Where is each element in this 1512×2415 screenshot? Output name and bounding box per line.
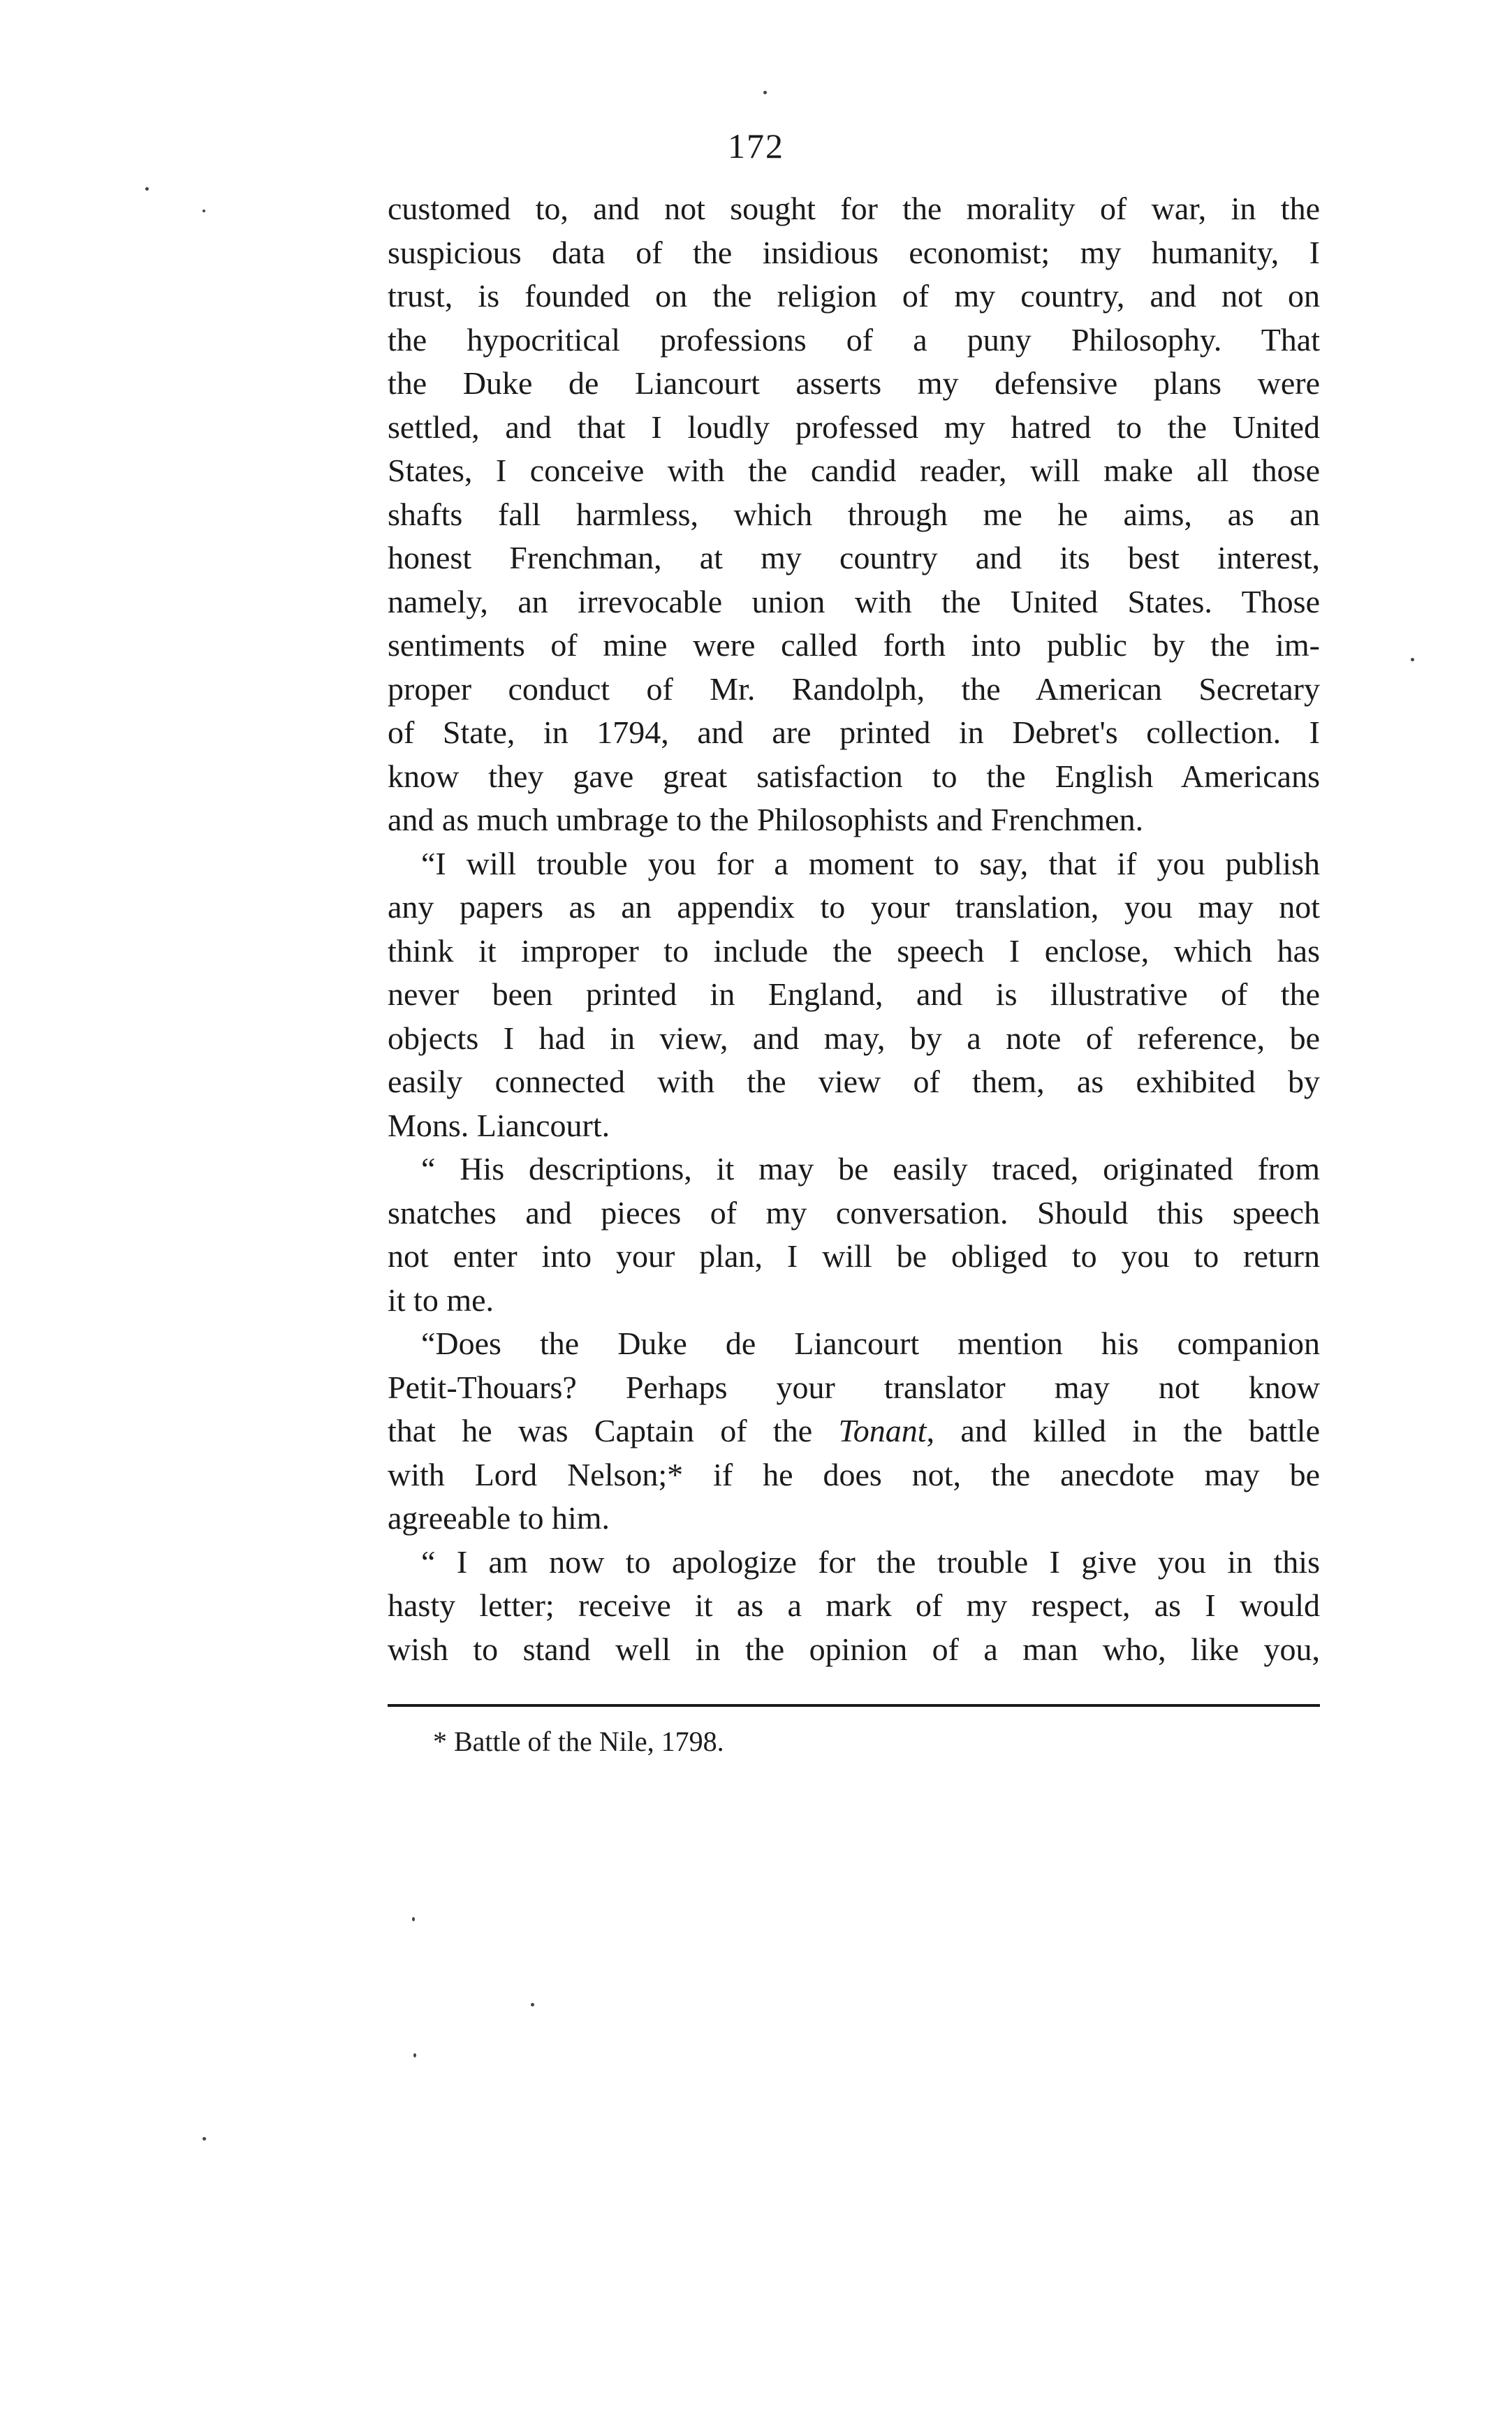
text-line: think it improper to include the speech I enclose, which has [388, 932, 1320, 969]
page-number: 172 [728, 126, 784, 166]
text-line: suspicious data of the insidious economist; my humanity, I [388, 234, 1320, 270]
text-line: honest Frenchman, at my country and its best interest, [388, 540, 1320, 575]
footnote: * Battle of the Nile, 1798. [433, 1726, 724, 1757]
scan-speck [1411, 658, 1414, 661]
text-line: settled, and that I loudly professed my hatred to the United [388, 409, 1320, 445]
text-line: with Lord Nelson;* if he does not, the anecdote may be [388, 1456, 1320, 1492]
text-line: States, I conceive with the candid reader, will make all those [388, 453, 1320, 488]
text-line: that he was Captain of the Tonant, and killed in the battle [388, 1413, 1320, 1448]
text-line: hasty letter; receive it as a mark of my respect, as I would [388, 1587, 1320, 1623]
text-line: customed to, and not sought for the morality of war, in the [388, 191, 1320, 226]
text-line: namely, an irrevocable union with the United States. Those [388, 583, 1320, 619]
text-line: the hypocritical professions of a puny Philosophy. That [388, 321, 1320, 358]
scan-speck [413, 2053, 416, 2057]
text-line: “Does the Duke de Liancourt mention his companion [421, 1326, 1320, 1361]
text-line: any papers as an appendix to your translation, you may not [388, 889, 1320, 925]
text-line: it to me. [388, 1282, 494, 1318]
text-line: easily connected with the view of them, as exhibited by [388, 1064, 1320, 1099]
text-line: Petit-Thouars? Perhaps your translator may not know [388, 1369, 1320, 1405]
scan-speck [412, 1917, 415, 1921]
ship-name: Tonant [838, 1413, 927, 1448]
text-line: objects I had in view, and may, by a note of reference, be [388, 1020, 1320, 1056]
body-text [388, 187, 1320, 1671]
scan-speck [763, 91, 767, 94]
text-line: sentiments of mine were called forth into public by the im- [388, 627, 1320, 663]
text-line: Mons. Liancourt. [388, 1107, 610, 1143]
text-line: not enter into your plan, I will be obliged to you to return [388, 1238, 1320, 1274]
text-line: trust, is founded on the religion of my country, and not on [388, 278, 1320, 314]
scan-speck [531, 2003, 534, 2006]
scan-speck [145, 187, 149, 191]
text-line: never been printed in England, and is illustrative of the [388, 976, 1320, 1012]
text-line: “ His descriptions, it may be easily traced, originated from [421, 1151, 1320, 1187]
text-line: the Duke de Liancourt asserts my defensive plans were [388, 365, 1320, 401]
text-line: know they gave great satisfaction to the English Americans [388, 758, 1320, 794]
text-line: proper conduct of Mr. Randolph, the American Secretary [388, 670, 1320, 707]
text-line: wish to stand well in the opinion of a man who, like you, [388, 1631, 1320, 1667]
text-line: “ I am now to apologize for the trouble I give you in this [421, 1543, 1320, 1580]
text-line: agreeable to him. [388, 1500, 610, 1536]
text-line: shafts fall harmless, which through me he aims, as an [388, 496, 1320, 532]
text-line: snatches and pieces of my conversation. Should this speech [388, 1194, 1320, 1231]
text-line: and as much umbrage to the Philosophists and Frenchmen. [388, 802, 1144, 837]
scan-speck [203, 2137, 206, 2141]
text-line: of State, in 1794, and are printed in Debret's collection. I [388, 714, 1320, 750]
text-line: “I will trouble you for a moment to say, that if you publish [421, 845, 1320, 881]
scan-speck [203, 210, 205, 212]
footnote-rule [388, 1704, 1320, 1707]
